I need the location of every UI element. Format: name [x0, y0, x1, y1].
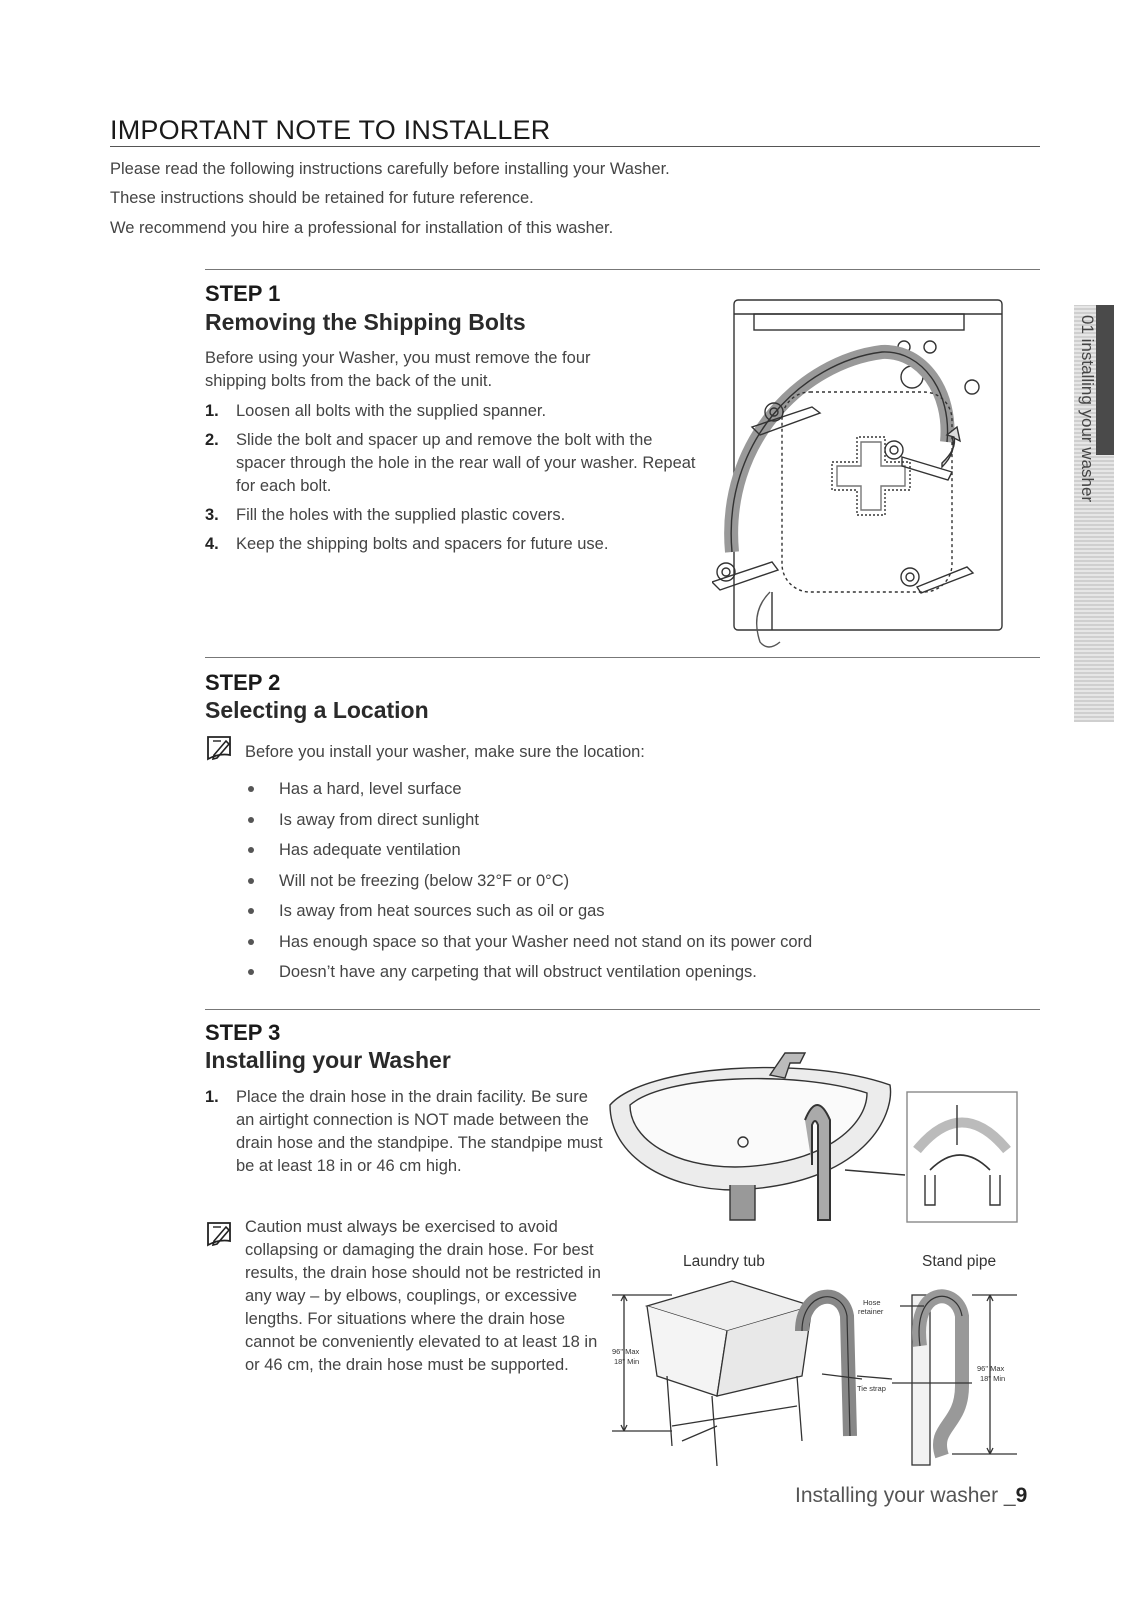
max-height-label: 96" Max	[612, 1347, 640, 1356]
list-item: Is away from heat sources such as oil or gas	[245, 900, 812, 931]
list-item	[205, 400, 700, 423]
washer-rear-illustration	[712, 292, 1012, 657]
title-divider	[110, 146, 1040, 147]
list-number: 3.	[205, 506, 219, 524]
step-divider	[205, 269, 1040, 270]
step-divider	[205, 657, 1040, 658]
note-icon	[205, 733, 235, 763]
list-item: Doesn’t have any carpeting that will obstruct ventilation openings.	[245, 961, 812, 992]
list-item: Has adequate ventilation	[245, 839, 812, 870]
min-height-label: 18" Min	[614, 1357, 640, 1366]
max-height-label: 96" Max	[977, 1364, 1005, 1373]
list-text: Loosen all bolts with the supplied spanner.	[236, 402, 547, 420]
list-number: 2.	[205, 431, 219, 449]
chapter-side-tab	[1074, 305, 1114, 722]
chapter-tab-marker	[1096, 305, 1114, 455]
page-number: 9	[1015, 1484, 1028, 1507]
laundry-tub-label: Laundry tub	[683, 1253, 765, 1270]
step-divider	[205, 1009, 1040, 1010]
list-text: Place the drain hose in the drain facility. Be sure an airtight connection is NOT made between the drain hose and the standpipe. The standpipe must be at least 18 in or 46 cm high.	[236, 1088, 603, 1175]
step1-subtitle: Removing the Shipping Bolts	[205, 309, 526, 335]
step2-label: STEP 2	[205, 670, 281, 695]
step3-subtitle: Installing your Washer	[205, 1047, 451, 1073]
page-footer	[795, 1484, 1027, 1508]
sink-illustration	[605, 1045, 1025, 1235]
list-item	[205, 1086, 607, 1178]
note-icon	[205, 1219, 235, 1249]
step3-label: STEP 3	[205, 1020, 281, 1045]
step3-instructions	[205, 1086, 607, 1184]
min-height-label: 18" Min	[980, 1374, 1006, 1383]
list-item	[205, 533, 700, 556]
step1-instructions	[205, 400, 700, 562]
step2-note: Before you install your washer, make sure the location:	[245, 743, 645, 761]
hose-retainer-label-1: Hose	[863, 1298, 881, 1307]
stand-pipe-label: Stand pipe	[922, 1253, 997, 1270]
list-item: Is away from direct sunlight	[245, 809, 812, 840]
list-item	[205, 504, 700, 527]
step1-intro-line: Before using your Washer, you must remove the four	[205, 349, 591, 367]
location-requirements	[245, 778, 812, 992]
list-item: Will not be freezing (below 32°F or 0°C)	[245, 870, 812, 901]
step2-subtitle: Selecting a Location	[205, 697, 429, 723]
footer-section-title: Installing your washer _	[795, 1484, 1016, 1507]
list-text: Keep the shipping bolts and spacers for future use.	[236, 535, 609, 553]
tie-strap-label: Tie strap	[857, 1384, 886, 1393]
intro-line: These instructions should be retained for future reference.	[110, 189, 534, 207]
list-text: Fill the holes with the supplied plastic covers.	[236, 506, 566, 524]
chapter-tab-label: 01 installing your washer	[1078, 315, 1097, 503]
step1-intro-line: shipping bolts from the back of the unit.	[205, 372, 493, 390]
list-item: Has enough space so that your Washer need not stand on its power cord	[245, 931, 812, 962]
list-number: 4.	[205, 535, 219, 553]
list-number: 1.	[205, 1088, 219, 1106]
list-text: Slide the bolt and spacer up and remove the bolt with the spacer through the hole in the rear wall of your washer. Repeat for each bolt.	[236, 431, 696, 495]
page-title: IMPORTANT NOTE TO INSTALLER	[110, 115, 551, 145]
list-item: Has a hard, level surface	[245, 778, 812, 809]
drain-hose-illustration	[612, 1276, 1032, 1481]
list-item	[205, 429, 700, 498]
intro-line: We recommend you hire a professional for installation of this washer.	[110, 219, 614, 237]
hose-retainer-label-2: retainer	[858, 1307, 884, 1316]
list-number: 1.	[205, 402, 219, 420]
caution-text: Caution must always be exercised to avoid collapsing or damaging the drain hose. For best results, the drain hose should not be restricted in any way – by elbows, couplings, or excessive lengths. For situations where the drain hose cannot be conveniently elevated to at least 18 in or 46 cm, the drain hose must be supported.	[245, 1218, 601, 1374]
step1-label: STEP 1	[205, 281, 281, 306]
intro-line: Please read the following instructions carefully before installing your Washer.	[110, 160, 670, 178]
